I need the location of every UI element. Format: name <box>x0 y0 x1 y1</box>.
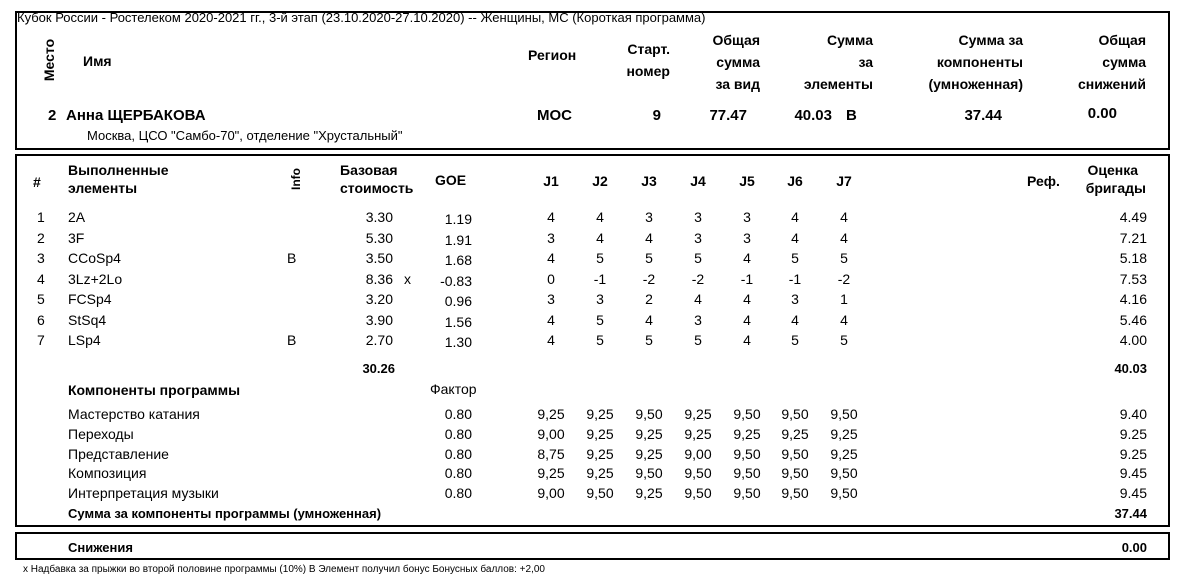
component-panel-score: 9.45 <box>1119 485 1147 501</box>
element-code: 3F <box>68 230 85 246</box>
element-base: 3.20 <box>365 291 393 307</box>
skater-place: 2 <box>48 107 57 124</box>
component-panel-score: 9.45 <box>1119 465 1147 481</box>
component-name: Композиция <box>68 465 147 481</box>
element-judge-score: -1 <box>788 271 802 287</box>
element-panel-score: 4.00 <box>1119 332 1147 348</box>
component-name: Мастерство катания <box>68 406 200 422</box>
components-sum: 37.44 <box>1114 506 1147 521</box>
element-num: 6 <box>37 312 45 328</box>
component-factor: 0.80 <box>444 485 472 501</box>
skater-club: Москва, ЦСО "Самбо-70", отделение "Хрустальный" <box>87 128 403 143</box>
component-judge-score: 9,50 <box>635 465 663 481</box>
th-judge-3: J3 <box>641 173 657 189</box>
element-num: 1 <box>37 209 45 225</box>
component-judge-score: 9,25 <box>586 426 614 442</box>
element-judge-score: 5 <box>596 332 604 348</box>
element-code: FCSp4 <box>68 291 112 307</box>
element-base: 3.90 <box>365 312 393 328</box>
element-judge-score: 3 <box>743 230 751 246</box>
header-deductions-line: сумма <box>1102 54 1146 70</box>
th-info: Info <box>289 168 303 190</box>
component-judge-score: 9,00 <box>684 446 712 462</box>
deductions-value: 0.00 <box>1121 540 1147 555</box>
component-judge-score: 9,50 <box>733 485 761 501</box>
element-judge-score: 5 <box>596 312 604 328</box>
element-judge-score: 4 <box>840 209 848 225</box>
header-element-score-line: Сумма <box>826 32 873 48</box>
th-base-2: стоимость <box>340 180 414 196</box>
element-judge-score: 4 <box>791 312 799 328</box>
element-bonus-mark: x <box>404 271 411 287</box>
component-judge-score: 9,25 <box>830 426 858 442</box>
component-judge-score: 9,25 <box>586 406 614 422</box>
base-total: 30.26 <box>362 361 395 376</box>
element-goe: 0.96 <box>444 293 472 309</box>
element-judge-score: 4 <box>840 230 848 246</box>
component-name: Представление <box>68 446 169 462</box>
element-info: B <box>287 250 297 266</box>
th-judge-6: J6 <box>787 173 803 189</box>
element-judge-score: 5 <box>596 250 604 266</box>
component-judge-score: 9,50 <box>781 446 809 462</box>
element-goe: 1.30 <box>444 334 472 350</box>
skater-start-no: 9 <box>652 107 661 124</box>
th-goe: GOE <box>435 172 467 188</box>
header-component-score-line: компоненты <box>936 54 1023 70</box>
header-start-no-line: Старт. <box>627 41 670 57</box>
skater-total: 77.47 <box>709 107 747 124</box>
th-judge-4: J4 <box>690 173 706 189</box>
element-base: 8.36 <box>365 271 393 287</box>
th-judge-5: J5 <box>739 173 755 189</box>
element-judge-score: 0 <box>547 271 555 287</box>
element-base: 5.30 <box>365 230 393 246</box>
element-judge-score: 4 <box>547 250 555 266</box>
header-element-score-line: за <box>858 54 873 70</box>
components-sum-label: Сумма за компоненты программы (умноженная) <box>68 506 382 521</box>
element-judge-score: 4 <box>596 209 604 225</box>
th-base-1: Базовая <box>340 162 398 178</box>
component-judge-score: 9,25 <box>781 426 809 442</box>
component-name: Интерпретация музыки <box>68 485 219 501</box>
element-panel-score: 7.53 <box>1119 271 1147 287</box>
element-judge-score: 1 <box>840 291 848 307</box>
element-judge-score: 5 <box>694 332 702 348</box>
component-judge-score: 9,25 <box>537 406 565 422</box>
skater-region: МОС <box>537 107 572 124</box>
element-judge-score: 3 <box>694 312 702 328</box>
skater-elements-flag: B <box>846 107 857 124</box>
element-judge-score: 3 <box>694 209 702 225</box>
element-judge-score: 3 <box>596 291 604 307</box>
element-goe: 1.19 <box>444 211 472 227</box>
element-base: 3.30 <box>365 209 393 225</box>
header-total-score-line: сумма <box>716 54 760 70</box>
component-judge-score: 9,25 <box>537 465 565 481</box>
element-num: 4 <box>37 271 45 287</box>
header-total-score-line: Общая <box>712 32 760 48</box>
element-judge-score: 4 <box>743 250 751 266</box>
component-judge-score: 9,50 <box>684 465 712 481</box>
element-judge-score: 2 <box>645 291 653 307</box>
element-num: 7 <box>37 332 45 348</box>
component-judge-score: 9,25 <box>733 426 761 442</box>
component-panel-score: 9.40 <box>1119 406 1147 422</box>
component-judge-score: 9,50 <box>830 485 858 501</box>
element-judge-score: 3 <box>547 230 555 246</box>
th-judge-7: J7 <box>836 173 852 189</box>
skater-components-total: 37.44 <box>964 107 1002 124</box>
element-panel-score: 5.18 <box>1119 250 1147 266</box>
component-judge-score: 8,75 <box>537 446 565 462</box>
element-goe: 1.91 <box>444 232 472 248</box>
element-judge-score: 5 <box>840 332 848 348</box>
element-judge-score: 4 <box>547 312 555 328</box>
header-element-score-line: элементы <box>803 76 873 92</box>
th-ref: Реф. <box>1027 173 1060 189</box>
element-judge-score: 4 <box>840 312 848 328</box>
th-panel-1: Оценка <box>1087 162 1138 178</box>
component-judge-score: 9,50 <box>781 406 809 422</box>
header-region: Регион <box>528 47 577 63</box>
components-header: Компоненты программы <box>68 382 241 398</box>
elements-panel-total: 40.03 <box>1114 361 1147 376</box>
component-judge-score: 9,50 <box>635 406 663 422</box>
element-judge-score: -1 <box>740 271 754 287</box>
element-judge-score: 5 <box>645 332 653 348</box>
element-judge-score: 3 <box>645 209 653 225</box>
component-judge-score: 9,25 <box>586 446 614 462</box>
element-judge-score: 3 <box>547 291 555 307</box>
element-judge-score: -2 <box>691 271 705 287</box>
component-judge-score: 9,25 <box>586 465 614 481</box>
header-place: Место <box>41 38 57 82</box>
component-judge-score: 9,50 <box>781 485 809 501</box>
deductions-label: Снижения <box>68 540 133 555</box>
component-factor: 0.80 <box>444 426 472 442</box>
th-panel-2: бригады <box>1085 180 1146 196</box>
element-code: LSp4 <box>68 332 101 348</box>
component-panel-score: 9.25 <box>1119 426 1147 442</box>
th-judge-2: J2 <box>592 173 608 189</box>
element-judge-score: 5 <box>840 250 848 266</box>
header-name: Имя <box>83 53 112 69</box>
component-panel-score: 9.25 <box>1119 446 1147 462</box>
skater-elements-total: 40.03 <box>794 107 832 124</box>
element-judge-score: -1 <box>593 271 607 287</box>
element-judge-score: 4 <box>596 230 604 246</box>
element-num: 3 <box>37 250 45 266</box>
element-code: 2A <box>68 209 86 225</box>
component-judge-score: 9,50 <box>781 465 809 481</box>
element-judge-score: 4 <box>645 312 653 328</box>
header-component-score-line: Сумма за <box>958 32 1023 48</box>
element-panel-score: 7.21 <box>1119 230 1147 246</box>
element-judge-score: 4 <box>694 291 702 307</box>
element-judge-score: 4 <box>791 209 799 225</box>
element-code: 3Lz+2Lo <box>68 271 123 287</box>
element-judge-score: 4 <box>645 230 653 246</box>
element-judge-score: 3 <box>743 209 751 225</box>
header-component-score-line: (умноженная) <box>928 76 1023 92</box>
component-judge-score: 9,00 <box>537 485 565 501</box>
component-judge-score: 9,25 <box>684 406 712 422</box>
header-deductions-line: снижений <box>1077 76 1146 92</box>
skater-name: Анна ЩЕРБАКОВА <box>66 107 206 124</box>
element-judge-score: 4 <box>791 230 799 246</box>
footnote: x Надбавка за прыжки во второй половине программы (10%) B Элемент получил бонус Бонусных баллов: +2,00 <box>23 564 545 575</box>
component-judge-score: 9,50 <box>830 465 858 481</box>
component-judge-score: 9,25 <box>635 426 663 442</box>
header-deductions-line: Общая <box>1098 32 1146 48</box>
element-judge-score: 5 <box>645 250 653 266</box>
th-judge-1: J1 <box>543 173 559 189</box>
component-factor: 0.80 <box>444 446 472 462</box>
element-judge-score: 5 <box>791 250 799 266</box>
component-judge-score: 9,50 <box>684 485 712 501</box>
component-factor: 0.80 <box>444 465 472 481</box>
element-judge-score: 4 <box>547 332 555 348</box>
element-panel-score: 5.46 <box>1119 312 1147 328</box>
component-judge-score: 9,25 <box>684 426 712 442</box>
component-judge-score: 9,50 <box>733 465 761 481</box>
header-start-no-line: номер <box>626 63 670 79</box>
component-judge-score: 9,25 <box>635 446 663 462</box>
component-judge-score: 9,25 <box>830 446 858 462</box>
element-judge-score: 5 <box>694 250 702 266</box>
component-judge-score: 9,50 <box>830 406 858 422</box>
component-factor: 0.80 <box>444 406 472 422</box>
element-judge-score: 4 <box>547 209 555 225</box>
component-judge-score: 9,50 <box>733 446 761 462</box>
element-judge-score: 4 <box>743 332 751 348</box>
element-judge-score: 3 <box>791 291 799 307</box>
header-total-score-line: за вид <box>715 76 760 92</box>
factor-header: Фактор <box>430 381 477 397</box>
element-goe: 1.68 <box>444 252 472 268</box>
component-judge-score: 9,25 <box>635 485 663 501</box>
component-name: Переходы <box>68 426 134 442</box>
th-elements-2: элементы <box>68 180 138 196</box>
component-judge-score: 9,00 <box>537 426 565 442</box>
element-code: CCoSp4 <box>68 250 121 266</box>
element-judge-score: -2 <box>837 271 851 287</box>
element-goe: 1.56 <box>444 314 472 330</box>
element-judge-score: 4 <box>743 312 751 328</box>
element-judge-score: 5 <box>791 332 799 348</box>
deductions-box <box>15 532 1170 560</box>
element-panel-score: 4.49 <box>1119 209 1147 225</box>
component-judge-score: 9,50 <box>733 406 761 422</box>
element-judge-score: 3 <box>694 230 702 246</box>
element-judge-score: -2 <box>642 271 656 287</box>
event-title: Кубок России - Ростелеком 2020-2021 гг., 3-й этап (23.10.2020-27.10.2020) -- Женщины, МС (Короткая программа) <box>17 10 706 25</box>
element-panel-score: 4.16 <box>1119 291 1147 307</box>
element-judge-score: 4 <box>743 291 751 307</box>
element-info: B <box>287 332 297 348</box>
element-base: 3.50 <box>365 250 393 266</box>
element-base: 2.70 <box>365 332 393 348</box>
element-num: 2 <box>37 230 45 246</box>
component-judge-score: 9,50 <box>586 485 614 501</box>
skater-deductions: 0.00 <box>1087 105 1117 122</box>
element-code: StSq4 <box>68 312 107 328</box>
element-goe: -0.83 <box>440 273 472 289</box>
th-elements-1: Выполненные <box>68 162 169 178</box>
th-num: # <box>33 174 41 190</box>
element-num: 5 <box>37 291 45 307</box>
